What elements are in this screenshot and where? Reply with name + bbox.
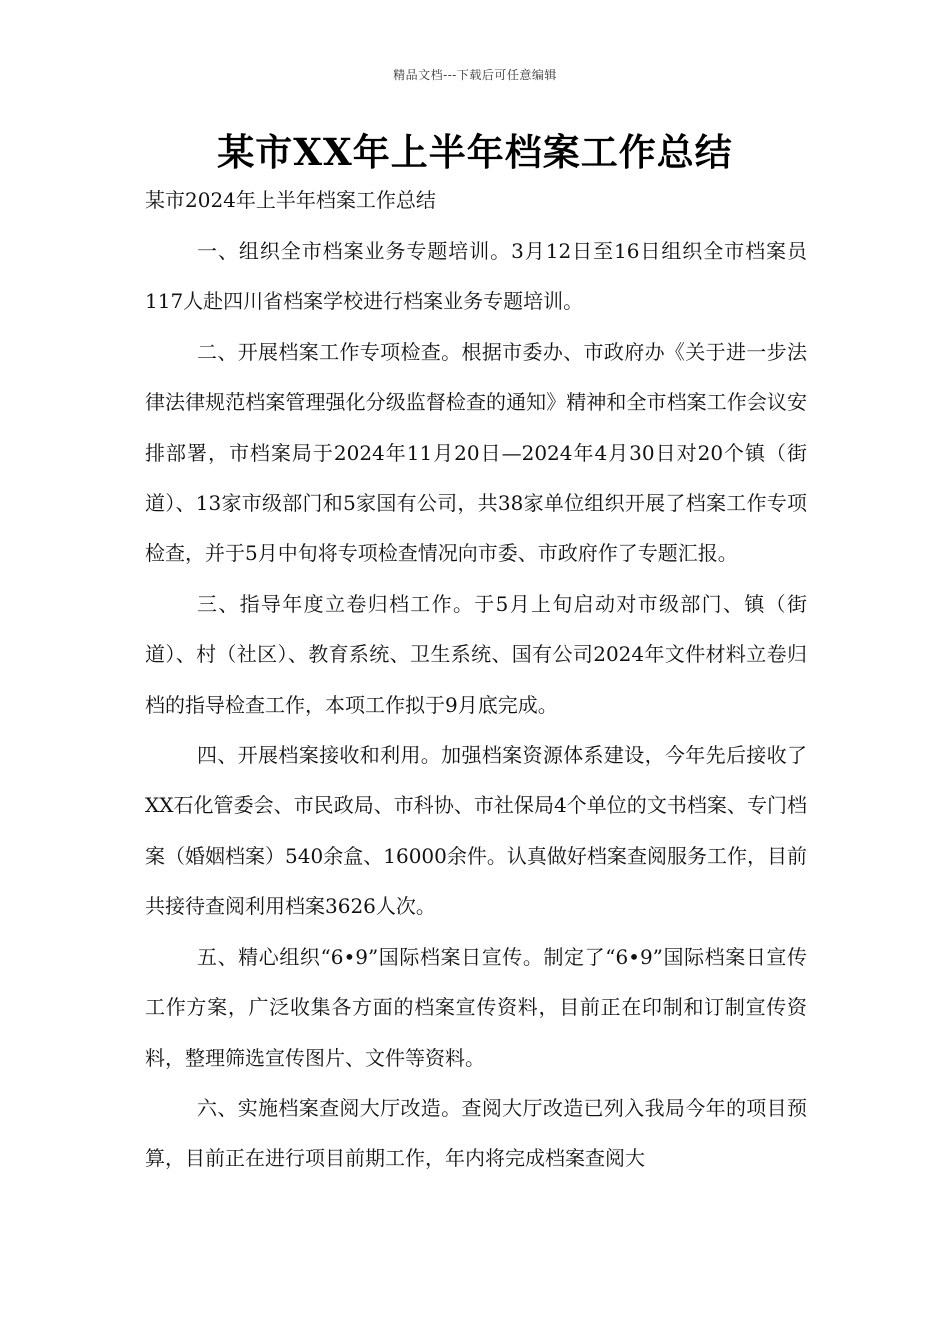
paragraph-1: 一、组织全市档案业务专题培训。3月12日至16日组织全市档案员117人赴四川省档案学校进行档案业务专题培训。 (145, 239, 807, 314)
document-subtitle: 某市2024年上半年档案工作总结 (145, 188, 436, 212)
document-body (145, 226, 807, 1184)
paragraph-3: 三、指导年度立卷归档工作。于5月上旬启动对市级部门、镇（街道）、村（社区）、教育系统、卫生系统、国有公司2024年文件材料立卷归档的指导检查工作，本项工作拟于9月底完成。 (145, 591, 807, 717)
paragraph-4: 四、开展档案接收和利用。加强档案资源体系建设，今年先后接收了XX石化管委会、市民政局、市科协、市社保局4个单位的文书档案、专门档案（婚姻档案）540余盒、16000余件。认真做好档案查阅服务工作，目前共接待查阅利用档案3626人次。 (145, 743, 807, 919)
paragraph-6: 六、实施档案查阅大厅改造。查阅大厅改造已列入我局今年的项目预算，目前正在进行项目前期工作，年内将完成档案查阅大 (145, 1095, 807, 1171)
header-note: 精品文档---下载后可任意编辑 (393, 68, 557, 82)
document-title: 某市XX年上半年档案工作总结 (217, 130, 733, 174)
paragraph-5: 五、精心组织“6•9”国际档案日宣传。制定了“6•9”国际档案日宣传工作方案，广泛收集各方面的档案宣传资料，目前正在印制和订制宣传资料，整理筛选宣传图片、文件等资料。 (145, 944, 807, 1070)
paragraph-2: 二、开展档案工作专项检查。根据市委办、市政府办《关于进一步法律法律规范档案管理强化分级监督检查的通知》精神和全市档案工作会议安排部署，市档案局于2024年11月20日—2024年4月30日对20个镇（街道）、13家市级部门和5家国有公司，共38家单位组织开展了档案工作专项检查，并于5月中旬将专项检查情况向市委、市政府作了专题汇报。 (145, 339, 807, 566)
